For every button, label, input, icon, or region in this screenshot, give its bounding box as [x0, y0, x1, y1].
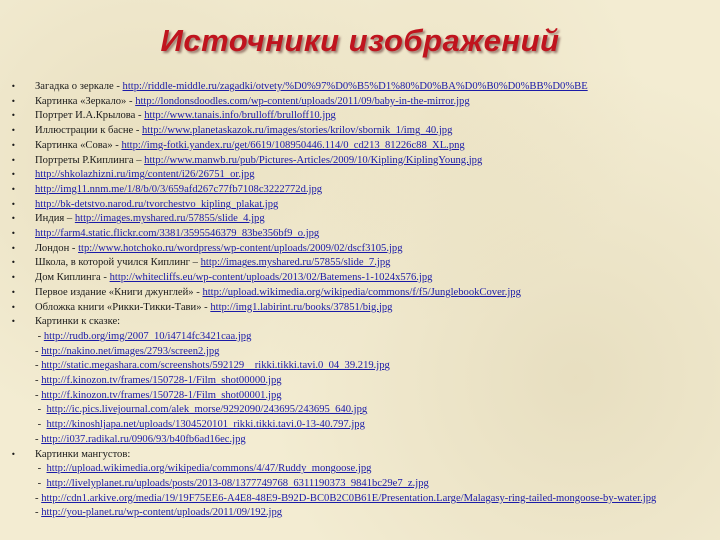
mongoose-pictures-label: • Картинки мангустов: [35, 448, 131, 460]
source-item [11, 154, 701, 169]
source-label: Картинка «Зеркало» - [35, 95, 136, 107]
tale-link-row: - http://kinoshljapa.net/uploads/1304520101_rikki.tikki.tavi.0-13-40.797.jpg [35, 419, 365, 431]
source-item [11, 95, 701, 110]
source-link[interactable]: http://images.myshared.ru/57855/slide_7.jpg [200, 257, 391, 269]
source-link[interactable]: http://www.tanais.info/brulloff/brulloff10.jpg [144, 110, 336, 122]
source-link[interactable]: http://img-fotki.yandex.ru/get/6619/108950446.114/0_cd213_81226c88_XL.png [121, 139, 465, 151]
source-item [11, 271, 701, 286]
source-label: Загадка о зеркале - [35, 81, 123, 92]
source-label: Лондон - [35, 242, 79, 254]
source-link[interactable]: http://img11.nnm.me/1/8/b/0/3/659afd267c77fb7108c3222772d.jpg [35, 183, 323, 195]
tale-link-row: - http://ic.pics.livejournal.com/alek_morse/9292090/243695/243695_640.jpg [35, 404, 368, 416]
sources-list [11, 80, 701, 521]
source-item [11, 183, 701, 198]
source-item [11, 198, 701, 213]
source-item [11, 242, 701, 257]
source-label: Первое издание «Книги джунглей» - [35, 286, 203, 298]
mongoose-link[interactable]: http://livelyplanet.ru/uploads/posts/2013-08/1377749768_6311190373_9841bc29e7_z.jpg [46, 477, 429, 489]
source-link[interactable]: http://whitecliffs.eu/wp-content/uploads/2013/02/Batemens-1-1024x576.jpg [109, 272, 433, 284]
tale-link[interactable]: http://ic.pics.livejournal.com/alek_morse/9292090/243695/243695_640.jpg [46, 404, 368, 416]
source-item [11, 168, 701, 183]
source-link[interactable]: http://londonsdoodles.com/wp-content/uploads/2011/09/baby-in-the-mirror.jpg [135, 95, 470, 107]
tale-pictures-label: • Картинки к сказке: [35, 316, 121, 328]
page-title: Источники изображений [160, 22, 560, 58]
source-item [11, 212, 701, 227]
source-label: Портреты Р.Киплинга – [35, 154, 145, 166]
source-link[interactable]: http://www.manwb.ru/pub/Pictures-Articles/2009/10/Kipling/KiplingYoung.jpg [144, 154, 483, 166]
source-link[interactable]: http://www.planetaskazok.ru/images/stories/krilov/sbornik_1/img_40.jpg [142, 125, 453, 137]
source-item [11, 139, 701, 154]
tale-link[interactable]: http://f.kinozon.tv/frames/150728-1/Film_shot00001.jpg [41, 389, 282, 401]
source-label: Обложка книги «Рикки-Тикки-Тави» - [35, 301, 211, 313]
source-link[interactable]: http://shkolazhizni.ru/img/content/i26/26751_or.jpg [35, 169, 255, 181]
source-link[interactable]: http://img1.labirint.ru/books/37851/big.jpg [210, 301, 393, 313]
tale-link[interactable]: http://kinoshljapa.net/uploads/1304520101_rikki.tikki.tavi.0-13-40.797.jpg [46, 419, 365, 431]
source-item [11, 256, 701, 271]
mongoose-link[interactable]: http://upload.wikimedia.org/wikipedia/commons/4/47/Ruddy_mongoose.jpg [46, 463, 372, 475]
mongoose-link-row: - http://livelyplanet.ru/uploads/posts/2013-08/1377749768_6311190373_9841bc29e7_z.jpg [35, 477, 429, 489]
source-link[interactable]: ttp://www.hotchoko.ru/wordpress/wp-content/uploads/2009/02/dscf3105.jpg [78, 242, 403, 254]
source-label: Иллюстрации к басне - [35, 125, 143, 137]
mongoose-link-row: - http://upload.wikimedia.org/wikipedia/commons/4/47/Ruddy_mongoose.jpg [35, 463, 372, 475]
mongoose-link[interactable]: http://cdn1.arkive.org/media/19/19F75EE6-A4E8-48E9-B92D-BC0B2C0B61E/Presentation.Large/Malagasy-ring-tailed-mongoose-by-water.jpg [41, 492, 657, 504]
source-label: Картинка «Сова» - [35, 139, 122, 151]
tale-link[interactable]: http://nakino.net/images/2793/screen2.jpg [41, 345, 220, 357]
source-item [11, 301, 701, 316]
source-label: Школа, в которой учился Киплинг – [35, 257, 201, 269]
tale-pictures-item [11, 315, 701, 447]
source-link[interactable]: http://upload.wikimedia.org/wikipedia/commons/f/f5/JunglebookCover.jpg [202, 286, 521, 298]
source-link[interactable]: http://images.myshared.ru/57855/slide_4.jpg [74, 213, 265, 225]
mongoose-link-row: - http://you-planet.ru/wp-content/uploads/2011/09/192.jpg [35, 507, 283, 519]
tale-link-row: - http://f.kinozon.tv/frames/150728-1/Film_shot00000.jpg [35, 375, 282, 387]
mongoose-pictures-item [11, 448, 701, 522]
source-link[interactable]: http://bk-detstvo.narod.ru/tvorchestvo_kipling_plakat.jpg [35, 198, 279, 210]
mongoose-link[interactable]: http://you-planet.ru/wp-content/uploads/2011/09/192.jpg [41, 507, 283, 519]
source-link[interactable]: http://riddle-middle.ru/zagadki/otvety/%D0%97%D0%B5%D1%80%D0%BA%D0%B0%D0%BB%D0%BE [122, 81, 588, 92]
source-item [11, 286, 701, 301]
tale-link-row: - http://i037.radikal.ru/0906/93/b40fb6ad16ec.jpg [35, 433, 246, 445]
source-label: Дом Киплинга - [35, 272, 110, 284]
source-item [11, 80, 701, 95]
source-link[interactable]: http://farm4.static.flickr.com/3381/3595546379_83be356bf9_o.jpg [35, 228, 320, 240]
source-item [11, 124, 701, 139]
tale-link-row: - http://f.kinozon.tv/frames/150728-1/Film_shot00001.jpg [35, 389, 282, 401]
tale-link[interactable]: http://rudb.org/img/2007_10/i4714fc3421caa.jpg [43, 330, 252, 342]
tale-link-row: - http://nakino.net/images/2793/screen2.jpg [35, 345, 220, 357]
tale-link[interactable]: http://static.megashara.com/screenshots/592129__rikki.tikki.tavi.0_04_39.219.jpg [41, 360, 390, 372]
mongoose-link-row: - http://cdn1.arkive.org/media/19/19F75EE6-A4E8-48E9-B92D-BC0B2C0B61E/Presentation.Large/Malagasy-ring-tailed-mongoose-by-water.jpg [35, 492, 657, 504]
source-label: Индия – [35, 213, 75, 225]
source-item [11, 227, 701, 242]
source-item [11, 109, 701, 124]
source-label: Портрет И.А.Крылова - [35, 110, 145, 122]
tale-link[interactable]: http://i037.radikal.ru/0906/93/b40fb6ad16ec.jpg [41, 433, 246, 445]
tale-link[interactable]: http://f.kinozon.tv/frames/150728-1/Film_shot00000.jpg [41, 375, 282, 387]
tale-link-row: - http://rudb.org/img/2007_10/i4714fc3421caa.jpg [35, 330, 252, 342]
tale-link-row: - http://static.megashara.com/screenshots/592129__rikki.tikki.tavi.0_04_39.219.jpg [35, 360, 390, 372]
